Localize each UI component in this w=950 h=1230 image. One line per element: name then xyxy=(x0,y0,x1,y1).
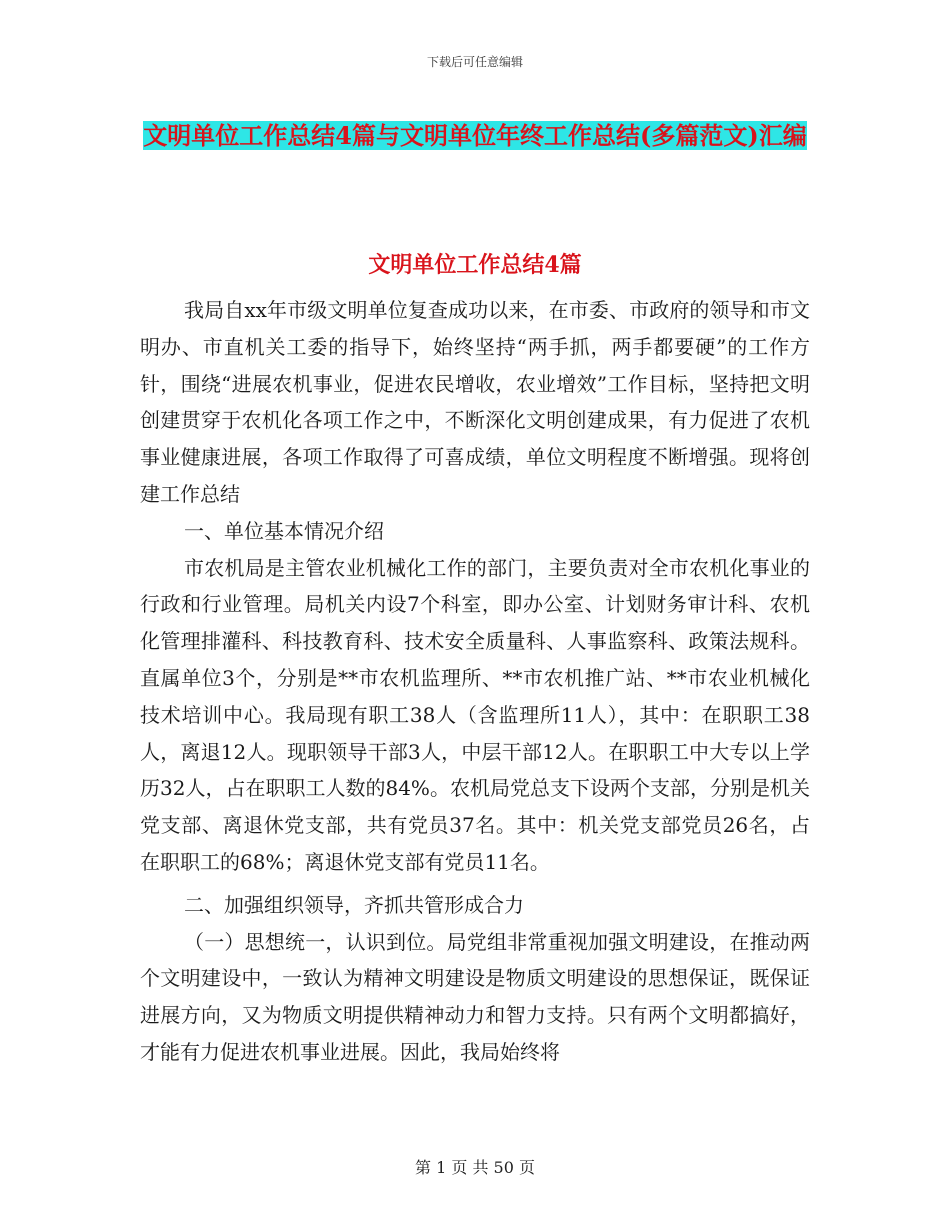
paragraph-basic-info: 市农机局是主管农业机械化工作的部门，主要负责对全市农机化事业的行政和行业管理。局机关内设7个科室，即办公室、计划财务审计科、农机化管理排灌科、科技教育科、技术安全质量科、人事监察科、政策法规科。直属单位3个，分别是**市农机监理所、**市农机推广站、**市农业机械化技术培训中心。我局现有职工38人（含监理所11人），其中：在职职工38人，离退12人。现职领导干部3人，中层干部12人。在职职工中大专以上学历32人，占在职职工人数的84%。农机局党总支下设两个支部，分别是机关党支部、离退休党支部，共有党员37名。其中：机关党支部党员26名，占在职职工的68%；离退休党支部有党员11名。 xyxy=(140,555,810,874)
document-title xyxy=(140,112,810,160)
heading-basic-info: 一、单位基本情况介绍 xyxy=(184,518,384,543)
paragraph-organization: （一）思想统一，认识到位。局党组非常重视加强文明建设，在推动两个文明建设中，一致认为精神文明建设是物质文明建设的思想保证，既保证进展方向，又为物质文明提供精神动力和智力支持。只有两个文明都搞好，才能有力促进农机事业进展。因此，我局始终将 xyxy=(140,929,810,1064)
document-body xyxy=(140,292,810,1071)
page-footer: 第 1 页 共 50 页 xyxy=(415,1158,535,1177)
document-title-text: 文明单位工作总结4篇与文明单位年终工作总结(多篇范文)汇编 xyxy=(143,121,807,150)
header-note: 下载后可任意编辑 xyxy=(426,55,523,69)
paragraph-intro: 我局自xx年市级文明单位复查成功以来，在市委、市政府的领导和市文明办、市直机关工委的指导下，始终坚持“两手抓，两手都要硬”的工作方针，围绕“进展农机事业，促进农民增收，农业增效”工作目标，坚持把文明创建贯穿于农机化各项工作之中，不断深化文明创建成果，有力促进了农机事业健康进展，各项工作取得了可喜成绩，单位文明程度不断增强。现将创建工作总结 xyxy=(140,298,810,506)
heading-organization: 二、加强组织领导，齐抓共管形成合力 xyxy=(184,892,524,917)
section-title: 文明单位工作总结4篇 xyxy=(368,252,582,278)
